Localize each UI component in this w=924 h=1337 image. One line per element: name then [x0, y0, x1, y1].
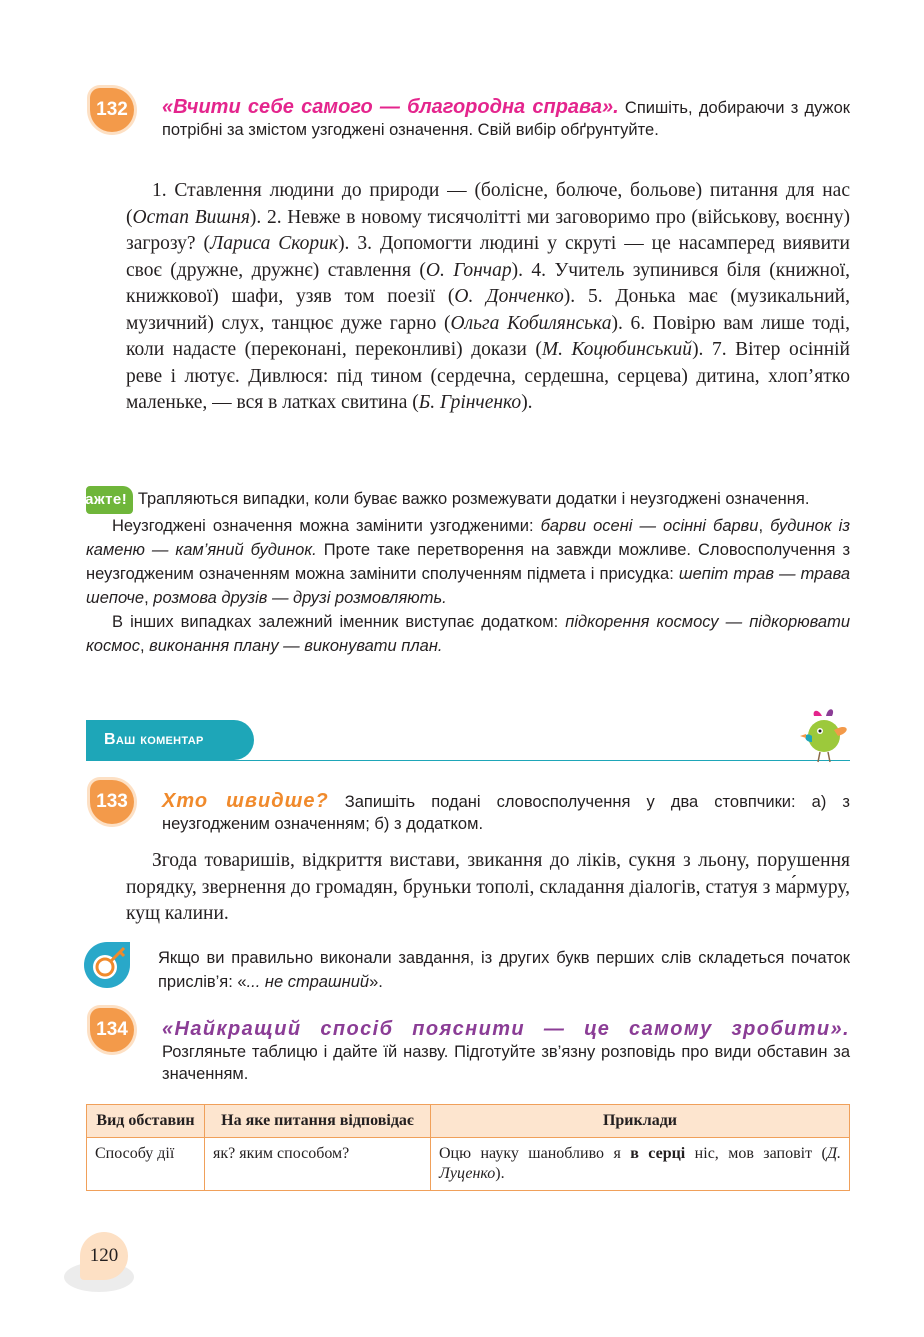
- key-icon: [80, 938, 134, 992]
- text-run: ). 4. Учитель зупинився біля (книжної, книжкової) шафи, узяв том поезії (: [126, 259, 850, 307]
- text-run: Оцю науку шанобливо я: [439, 1145, 631, 1162]
- text-run: ).: [521, 392, 533, 413]
- text-run: Неузгоджені означення можна замінити узгодженими:: [112, 517, 541, 535]
- text-run: ). 5. Донька має (музикальний, музичний) слух, танцює дуже гарно (: [126, 286, 850, 334]
- table-cell: як? яким способом?: [205, 1138, 431, 1191]
- text-run: ніс, мов заповіт (: [685, 1145, 827, 1162]
- text-run: ,: [144, 589, 154, 607]
- text-run: ). 2. Невже в новому тисячолітті ми заговоримо про (військову, воєнну) загрозу? (: [126, 206, 850, 254]
- author: Б. Грінченко: [418, 392, 522, 413]
- task-title: Хто швидше?: [162, 790, 329, 812]
- task-title: «Вчити себе самого — благородна справа».: [162, 96, 619, 118]
- text-run: ».: [369, 973, 383, 991]
- hint: ... не страшний: [246, 973, 370, 991]
- page-number: [80, 1232, 128, 1280]
- header-cell: На яке питання відповідає: [205, 1105, 431, 1138]
- author: О. Донченко: [454, 286, 564, 307]
- table-cell: Способу дії: [87, 1138, 205, 1191]
- key-note: [158, 946, 850, 994]
- note-paragraph-3: [86, 610, 850, 658]
- author: О. Гончар: [425, 259, 512, 281]
- task-number: 134: [96, 1019, 128, 1040]
- section-divider: [86, 760, 850, 761]
- example: шепіт трав — трава шепоче: [86, 565, 850, 607]
- adverbial-table: [86, 1104, 850, 1191]
- task-133-header: [162, 790, 850, 835]
- text-run: Якщо ви правильно виконали завдання, із других букв перших слів складеться початок прислів’я: «: [158, 949, 850, 991]
- example: підкорення космосу — підкорювати космос: [86, 613, 850, 655]
- text-run: ). 7. Вітер осінній реве і лютує. Дивлюся: під тином (сердечна, сердешна, серцева) дитина, хлоп’ятко маленьке, — вся в латках свитина (: [126, 339, 850, 413]
- note-paragraph-2: [86, 514, 850, 610]
- task-number-badge: [90, 88, 134, 132]
- section-label: [86, 720, 254, 760]
- highlight: в серці: [630, 1145, 686, 1162]
- author: Д. Луценко: [439, 1145, 842, 1182]
- task-instruction: Запишіть подані словосполучення у два стовпчики: а) з неузгодженим означенням; б) з додатком.: [162, 793, 850, 833]
- task-instruction: Спишіть, добираючи з дужок потрібні за змістом узгоджені означення. Свій вибір обґрунтуйте.: [162, 99, 850, 139]
- author: М. Коцюбинський: [541, 339, 693, 360]
- example: барви осені — осінні барви: [540, 517, 759, 535]
- task-132-header: [162, 96, 850, 141]
- section-label-text: Ваш коментар: [104, 731, 204, 748]
- example: виконання плану — виконувати план.: [149, 637, 443, 655]
- text-run: ,: [758, 517, 771, 535]
- table-row: [87, 1138, 850, 1191]
- example: будинок із каменю — кам’яний будинок.: [86, 517, 851, 559]
- author: Ольга Кобилянська: [450, 312, 612, 334]
- task-134-header: [162, 1018, 850, 1085]
- header-cell: Вид обставин: [87, 1105, 205, 1138]
- header-cell: Приклади: [431, 1105, 850, 1138]
- task-132-text: [126, 178, 850, 417]
- word-list: Згода товаришів, відкриття вистави, звикання до ліків, сукня з льону, порушення порядку, звернення до громадян, бруньки тополі, складання діалогів, статуя з ма́рмуру, кущ калини.: [126, 850, 850, 924]
- task-number: 133: [96, 791, 128, 812]
- text-run: ). 6. Повірю вам лише тоді, коли надасте (переконані, переконливі) докази (: [126, 312, 851, 360]
- table-header-row: [87, 1105, 850, 1138]
- page-number-text: 120: [89, 1245, 119, 1266]
- task-number: 132: [96, 99, 128, 120]
- bird-icon: [798, 706, 854, 764]
- note-block: [48, 486, 851, 658]
- note-label: Зауважте!: [86, 486, 133, 514]
- task-number-badge: [90, 1008, 134, 1052]
- text-run: Проте таке перетворення на завжди можливе. Словосполучення з неузгодженим означенням можна замінити сполученням підмета і присудка:: [86, 541, 851, 583]
- text-run: В інших випадках залежний іменник виступає додатком:: [112, 613, 566, 631]
- author: Лариса Скорик: [210, 233, 339, 254]
- task-number-badge: [90, 780, 134, 824]
- task-133-text: [126, 848, 850, 928]
- task-title: «Найкращий спосіб пояснити — це самому зробити».: [162, 1018, 850, 1040]
- text-run: ,: [139, 637, 150, 655]
- note-text: Трапляються випадки, коли буває важко розмежувати додатки і неузгоджені означення.: [133, 490, 810, 508]
- author: Остап Вишня: [132, 206, 250, 228]
- example: розмова друзів — друзі розмовляють.: [153, 589, 447, 607]
- table-cell: [431, 1138, 850, 1191]
- task-instruction: Розгляньте таблицю і дайте їй назву. Підготуйте зв’язну розповідь про види обставин за значенням.: [162, 1043, 850, 1083]
- text-run: 1. Ставлення людини до природи — (болісне, болюче, больове) питання для нас (: [126, 180, 850, 228]
- text-run: ).: [495, 1165, 505, 1182]
- note-line-1: [48, 486, 850, 514]
- text-run: ). 3. Допомогти людині у скруті — це насамперед виявити своє (дружне, дружнє) ставлення (: [126, 233, 850, 281]
